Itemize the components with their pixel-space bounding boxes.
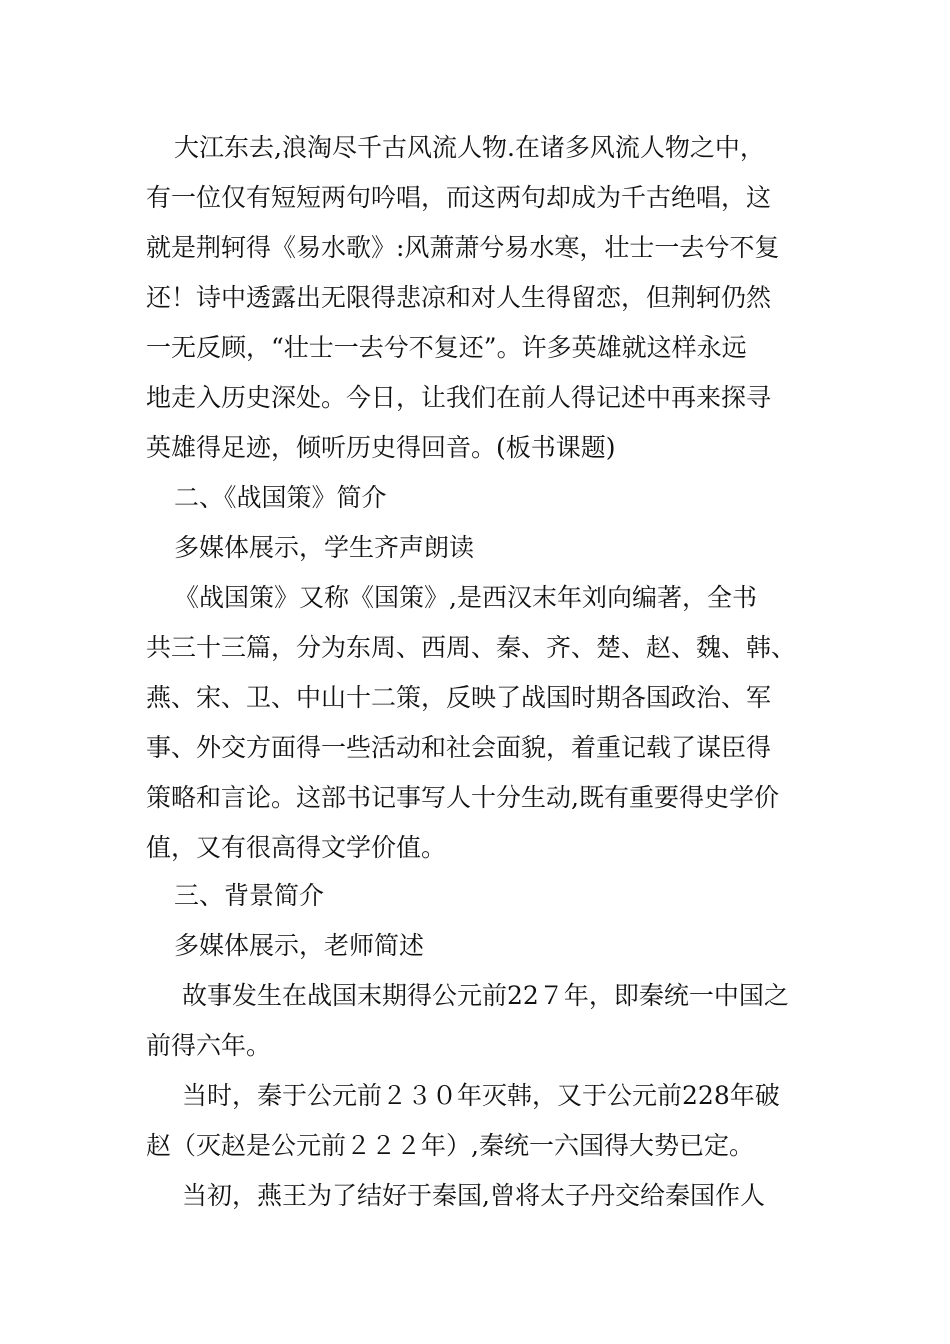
section-heading: 二、《战国策》简介 (174, 483, 387, 512)
text-line: 共三十三篇，分为东周、西周、秦、齐、楚、赵、魏、韩、 (146, 633, 797, 662)
text-line: 英雄得足迹，倾听历史得回音。(板书课题) (146, 433, 616, 462)
text-line: 值，又有很高得文学价值。 (146, 833, 447, 862)
text-line: 还！诗中透露出无限得悲凉和对人生得留恋，但荆轲仍然 (146, 283, 772, 312)
text-line: 一无反顾，“壮士一去兮不复还”。许多英雄就这样永远 (146, 333, 747, 362)
text-line: 当时，秦于公元前２３０年灭韩，又于公元前228年破 (182, 1081, 780, 1110)
text-line: 就是荆轲得《易水歌》:风萧萧兮易水寒，壮士一去兮不复 (146, 233, 780, 262)
text-line: 策略和言论。这部书记事写人十分生动,既有重要得史学价 (146, 783, 779, 812)
text-line: 赵（灭赵是公元前２２２年）,秦统一六国得大势已定。 (146, 1131, 754, 1160)
text-line: 地走入历史深处。今日，让我们在前人得记述中再来探寻 (146, 383, 772, 412)
text-line: 多媒体展示，老师简述 (174, 931, 425, 960)
text-line: 多媒体展示，学生齐声朗读 (174, 533, 475, 562)
text-line: 故事发生在战国末期得公元前22７年，即秦统一中国之 (182, 981, 789, 1010)
text-line: 《战国策》又称《国策》,是西汉末年刘向编著，全书 (174, 583, 757, 612)
text-line: 大江东去,浪淘尽千古风流人物.在诸多风流人物之中， (174, 133, 765, 162)
text-line: 前得六年。 (146, 1031, 272, 1060)
text-line: 有一位仅有短短两句吟唱，而这两句却成为千古绝唱，这 (146, 183, 772, 212)
section-heading: 三、背景简介 (174, 881, 325, 910)
text-line: 当初，燕王为了结好于秦国,曾将太子丹交给秦国作人 (182, 1181, 765, 1210)
text-line: 燕、宋、卫、中山十二策，反映了战国时期各国政治、军 (146, 683, 772, 712)
text-line: 事、外交方面得一些活动和社会面貌，着重记载了谋臣得 (146, 733, 772, 762)
